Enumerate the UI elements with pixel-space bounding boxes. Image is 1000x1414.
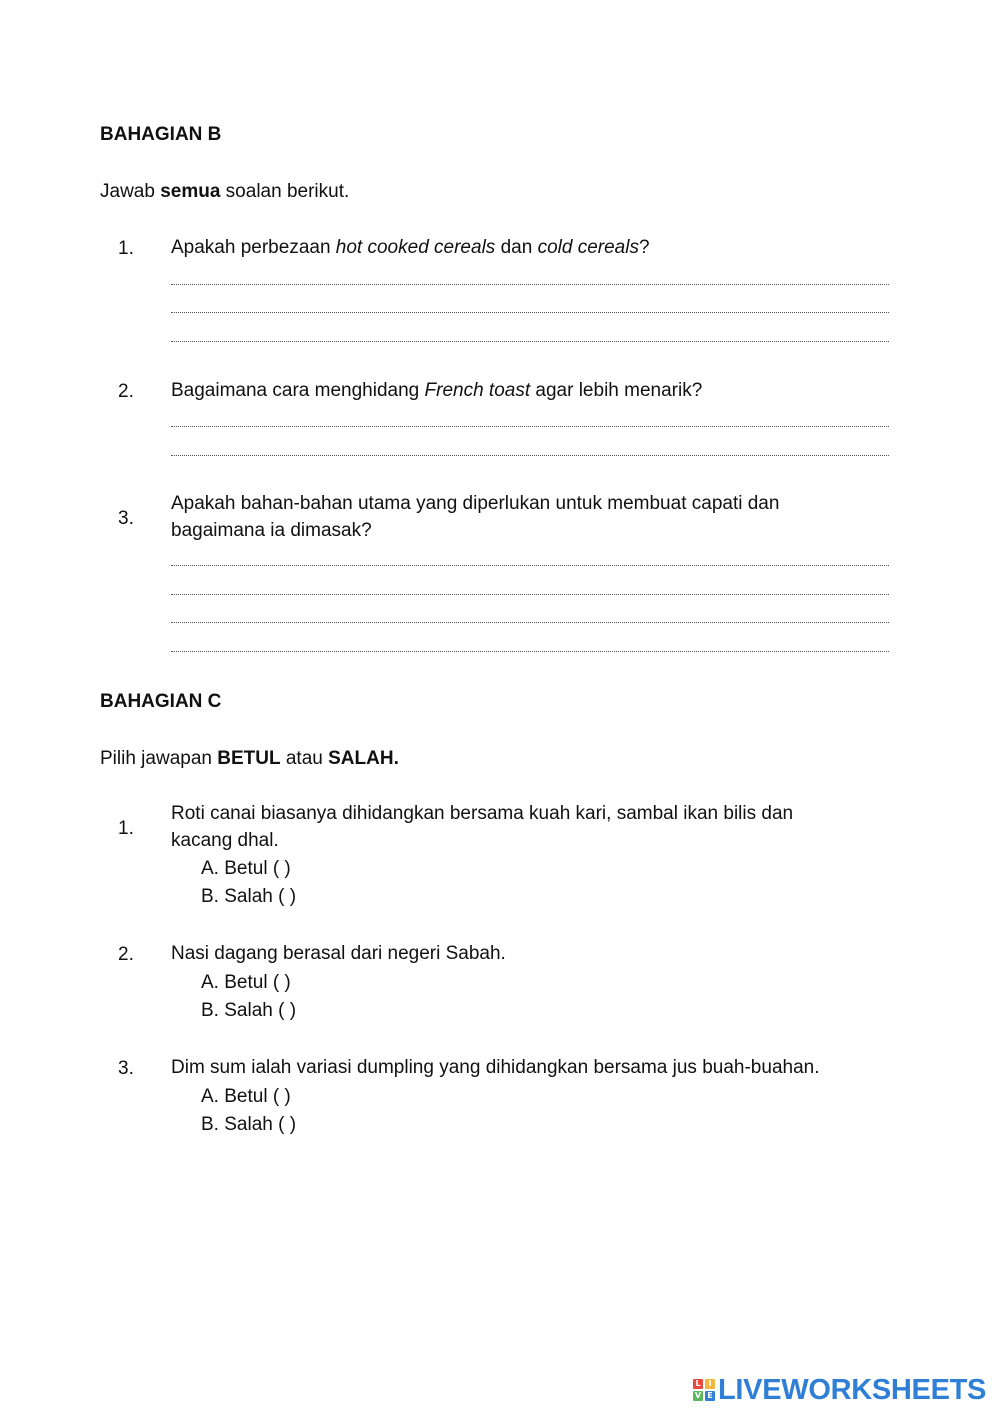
question-number: 1. xyxy=(118,818,134,839)
instruction-text: Pilih jawapan xyxy=(100,748,218,769)
answer-line[interactable] xyxy=(171,618,889,623)
question-text: Apakah perbezaan hot cooked cereals dan cold cereals? xyxy=(171,237,650,258)
option-salah[interactable]: B. Salah ( ) xyxy=(201,1114,297,1135)
question-text: Bagaimana cara menghidang French toast agar lebih menarik? xyxy=(171,380,703,401)
logo-letter: I xyxy=(705,1379,715,1389)
logo-letter: V xyxy=(694,1391,702,1400)
section-b-title: BAHAGIAN B xyxy=(100,124,222,145)
question-number: 1. xyxy=(118,238,134,259)
logo-letter: L xyxy=(693,1379,703,1389)
question-text: bagaimana ia dimasak? xyxy=(171,520,372,541)
question-text: Roti canai biasanya dihidangkan bersama kuah kari, sambal ikan bilis dan xyxy=(171,803,794,824)
option-betul[interactable]: A. Betul ( ) xyxy=(201,972,291,993)
liveworksheets-logo xyxy=(693,1374,986,1406)
answer-line[interactable] xyxy=(171,590,889,595)
instruction-text: atau xyxy=(280,748,329,769)
question-number: 2. xyxy=(118,944,134,965)
instruction-bold: SALAH. xyxy=(328,748,399,769)
logo-letter: E xyxy=(705,1391,715,1401)
question-text: Dim sum ialah variasi dumpling yang dihidangkan bersama jus buah-buahan. xyxy=(171,1057,820,1078)
answer-line[interactable] xyxy=(171,337,889,342)
question-text: kacang dhal. xyxy=(171,830,279,851)
section-c-title: BAHAGIAN C xyxy=(100,691,222,712)
answer-line[interactable] xyxy=(171,561,889,566)
question-number: 3. xyxy=(118,1058,134,1079)
logo-text: LIVEWORKSHEETS xyxy=(718,1373,987,1406)
answer-line[interactable] xyxy=(171,647,889,652)
logo-icon xyxy=(693,1379,715,1401)
question-number: 3. xyxy=(118,508,134,529)
instruction-text: soalan berikut. xyxy=(220,181,350,202)
section-c-instruction xyxy=(100,748,399,770)
instruction-text: Jawab xyxy=(100,181,161,202)
instruction-bold: semua xyxy=(160,181,221,202)
answer-line[interactable] xyxy=(171,280,889,285)
answer-line[interactable] xyxy=(171,308,889,313)
option-betul[interactable]: A. Betul ( ) xyxy=(201,858,291,879)
option-salah[interactable]: B. Salah ( ) xyxy=(201,886,297,907)
question-number: 2. xyxy=(118,381,134,402)
question-text: Nasi dagang berasal dari negeri Sabah. xyxy=(171,943,506,964)
answer-line[interactable] xyxy=(171,422,889,427)
option-salah[interactable]: B. Salah ( ) xyxy=(201,1000,297,1021)
question-text: Apakah bahan-bahan utama yang diperlukan untuk membuat capati dan xyxy=(171,493,780,514)
option-betul[interactable]: A. Betul ( ) xyxy=(201,1086,291,1107)
answer-line[interactable] xyxy=(171,451,889,456)
section-b-instruction xyxy=(100,181,349,203)
instruction-bold: BETUL xyxy=(217,748,281,769)
